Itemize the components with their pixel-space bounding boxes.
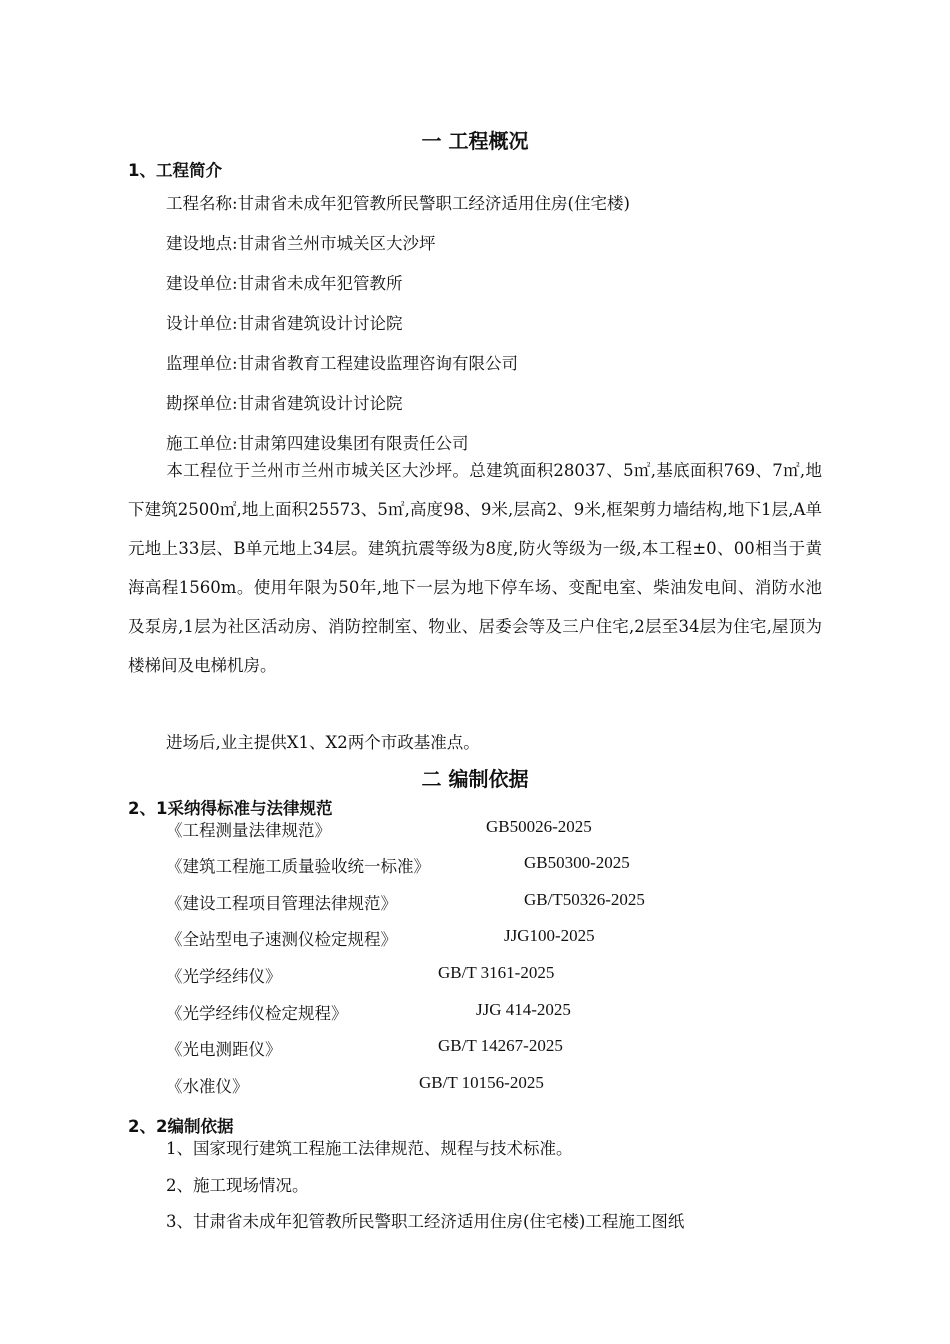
info-contractor: 施工单位:甘肃第四建设集团有限责任公司 [166,434,469,453]
project-description [128,451,822,685]
info-project-name: 工程名称:甘肃省未成年犯管教所民警职工经济适用住房(住宅楼) [166,194,630,213]
section-title-basis: 二 编制依据 [421,767,529,791]
standard-name: 《光电测距仪》 [166,1040,282,1059]
basis-item: 3、甘肃省未成年犯管教所民警职工经济适用住房(住宅楼)工程施工图纸 [166,1212,685,1231]
info-designer: 设计单位:甘肃省建筑设计讨论院 [166,314,403,333]
standard-name: 《水准仪》 [166,1077,249,1096]
standard-code: JJG100-2025 [504,926,595,945]
section-title-overview: 一 工程概况 [421,129,529,153]
basis-item: 1、国家现行建筑工程施工法律规范、规程与技术标准。 [166,1139,573,1158]
standard-name: 《建设工程项目管理法律规范》 [166,894,397,913]
info-supervisor: 监理单位:甘肃省教育工程建设监理咨询有限公司 [166,354,519,373]
standard-name: 《工程测量法律规范》 [166,821,331,840]
subsection-title-basis: 2、2编制依据 [128,1117,234,1136]
info-location: 建设地点:甘肃省兰州市城关区大沙坪 [166,234,436,253]
subsection-title-standards: 2、1采纳得标准与法律规范 [128,799,333,818]
standard-code: GB/T 14267-2025 [438,1036,563,1055]
standard-name: 《光学经纬仪检定规程》 [166,1004,348,1023]
standard-name: 《全站型电子速测仪检定规程》 [166,930,397,949]
standard-code: GB/T50326-2025 [524,890,645,909]
benchmark-note: 进场后,业主提供X1、X2两个市政基准点。 [166,733,480,752]
project-description-text: 本工程位于兰州市兰州市城关区大沙坪。总建筑面积28037、5㎡,基底面积769、7㎡,地下建筑2500㎡,地上面积25573、5㎡,高度98、9米,层高2、9米,框架剪力墙结构,地下1层,A单元地上33层、B单元地上34层。建筑抗震等级为8度,防火等级为一级,本工程±0、00相当于黄海高程1560m。使用年限为50年,地下一层为地下停车场、变配电室、柴油发电间、消防水池及泵房,1层为社区活动房、消防控制室、物业、居委会等及三户住宅,2层至34层为住宅,屋顶为楼梯间及电梯机房。 [128,461,822,675]
standard-code: GB50300-2025 [524,853,630,872]
info-owner: 建设单位:甘肃省未成年犯管教所 [166,274,403,293]
subsection-title-intro: 1、工程简介 [128,161,222,180]
standard-code: GB/T 10156-2025 [419,1073,544,1092]
standard-name: 《光学经纬仪》 [166,967,282,986]
standard-code: GB/T 3161-2025 [438,963,555,982]
standard-code: GB50026-2025 [486,817,592,836]
standard-code: JJG 414-2025 [476,1000,571,1019]
standard-name: 《建筑工程施工质量验收统一标准》 [166,857,430,876]
basis-item: 2、施工现场情况。 [166,1176,309,1195]
info-surveyor: 勘探单位:甘肃省建筑设计讨论院 [166,394,403,413]
